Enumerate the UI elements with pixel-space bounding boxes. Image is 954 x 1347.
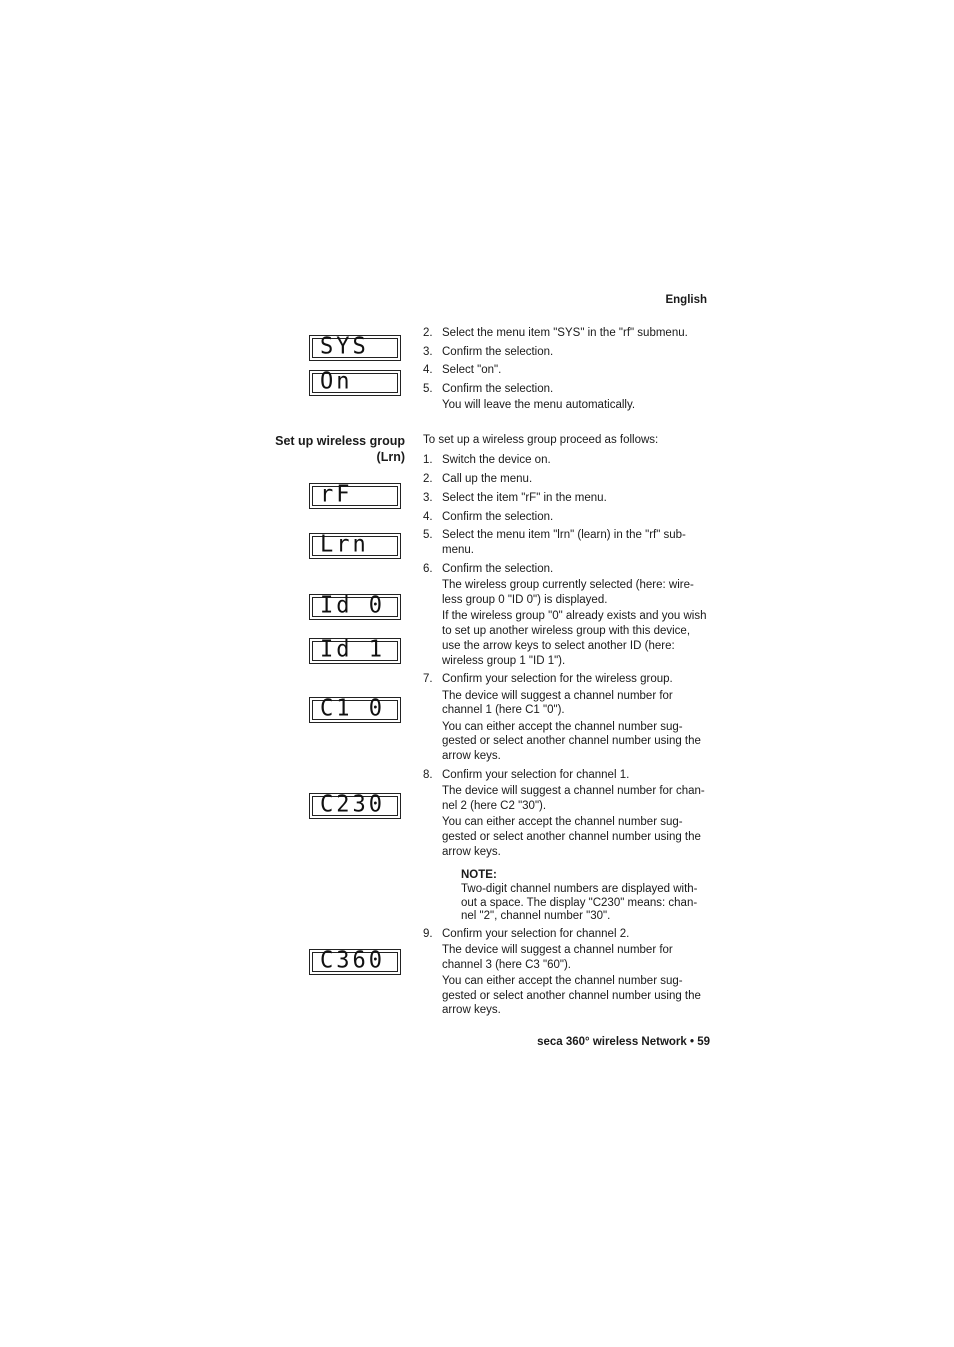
step-number: 3. (423, 492, 433, 504)
step-text: Select the item "rF" in the menu. (442, 492, 607, 504)
step-number: 3. (423, 346, 433, 358)
step-subtext: use the arrow keys to select another ID (here: (442, 640, 675, 652)
note-text: Two-digit channel numbers are displayed with- (461, 883, 698, 895)
step-subtext: You can either accept the channel number sug- (442, 975, 683, 987)
section-heading (240, 433, 405, 465)
step-number: 6. (423, 563, 433, 575)
step-text: Confirm the selection. (442, 383, 554, 395)
note-text: out a space. The display "C230" means: chan- (461, 897, 698, 909)
step-subtext: gested or select another channel number using the (442, 831, 701, 843)
step-text: Confirm your selection for channel 1. (442, 769, 630, 781)
step-subtext: nel 2 (here C2 "30"). (442, 800, 547, 812)
step-subtext: arrow keys. (442, 1004, 501, 1016)
step-text: Select the menu item "SYS" in the "rf" submenu. (442, 327, 688, 339)
step-text: Confirm the selection. (442, 511, 554, 523)
step-subtext: arrow keys. (442, 846, 501, 858)
lcd-display-lrn: Lrn (309, 533, 401, 559)
step-number: 2. (423, 327, 433, 339)
step-number: 4. (423, 364, 433, 376)
step-number: 5. (423, 383, 433, 395)
step-number: 5. (423, 529, 433, 541)
step-number: 1. (423, 454, 433, 466)
step-subtext: The wireless group currently selected (here: wire- (442, 579, 694, 591)
step-subtext: channel 3 (here C3 "60"). (442, 959, 571, 971)
step-subtext: You can either accept the channel number sug- (442, 721, 683, 733)
step-text: Select "on". (442, 364, 502, 376)
language-label: English (665, 294, 707, 306)
step-subtext: You will leave the menu automatically. (442, 399, 636, 411)
step-text: Confirm the selection. (442, 563, 554, 575)
step-subtext: The device will suggest a channel number for (442, 690, 673, 702)
lcd-display-sys: SYS (309, 335, 401, 361)
step-subtext: channel 1 (here C1 "0"). (442, 704, 565, 716)
step-subtext: The device will suggest a channel number for (442, 944, 673, 956)
lcd-display-c230: C230 (309, 793, 401, 819)
step-subtext: If the wireless group "0" already exists and you wish (442, 610, 707, 622)
step-subtext: You can either accept the channel number sug- (442, 816, 683, 828)
step-subtext: wireless group 1 "ID 1"). (442, 655, 566, 667)
note-text: nel "2", channel number "30". (461, 910, 611, 922)
step-text: Confirm your selection for the wireless group. (442, 673, 673, 685)
step-subtext: arrow keys. (442, 750, 501, 762)
lcd-display-rf: rF (309, 483, 401, 509)
lcd-display-id0: Id 0 (309, 594, 401, 620)
step-subtext: gested or select another channel number using the (442, 735, 701, 747)
step-text: Confirm your selection for channel 2. (442, 928, 630, 940)
step-number: 7. (423, 673, 433, 685)
step-text: Switch the device on. (442, 454, 551, 466)
lcd-display-c360: C360 (309, 949, 401, 975)
page-footer: seca 360° wireless Network • 59 (537, 1036, 710, 1048)
section-heading-line2: (Lrn) (376, 450, 405, 464)
step-number: 2. (423, 473, 433, 485)
step-subtext: less group 0 "ID 0") is displayed. (442, 594, 608, 606)
intro-text: To set up a wireless group proceed as follows: (423, 434, 659, 446)
step-number: 8. (423, 769, 433, 781)
step-subtext: to set up another wireless group with this device, (442, 625, 691, 637)
note-heading: NOTE: (461, 869, 497, 881)
lcd-display-c10: C1 0 (309, 697, 401, 723)
step-number: 4. (423, 511, 433, 523)
step-subtext: gested or select another channel number using the (442, 990, 701, 1002)
step-number: 9. (423, 928, 433, 940)
step-text: Select the menu item "lrn" (learn) in the "rf" sub- (442, 529, 686, 541)
section-heading-line1: Set up wireless group (275, 434, 405, 448)
step-subtext: The device will suggest a channel number for chan- (442, 785, 705, 797)
step-text: Confirm the selection. (442, 346, 554, 358)
lcd-display-on: On (309, 370, 401, 396)
step-text: Call up the menu. (442, 473, 533, 485)
lcd-display-id1: Id 1 (309, 638, 401, 664)
step-text: menu. (442, 544, 474, 556)
